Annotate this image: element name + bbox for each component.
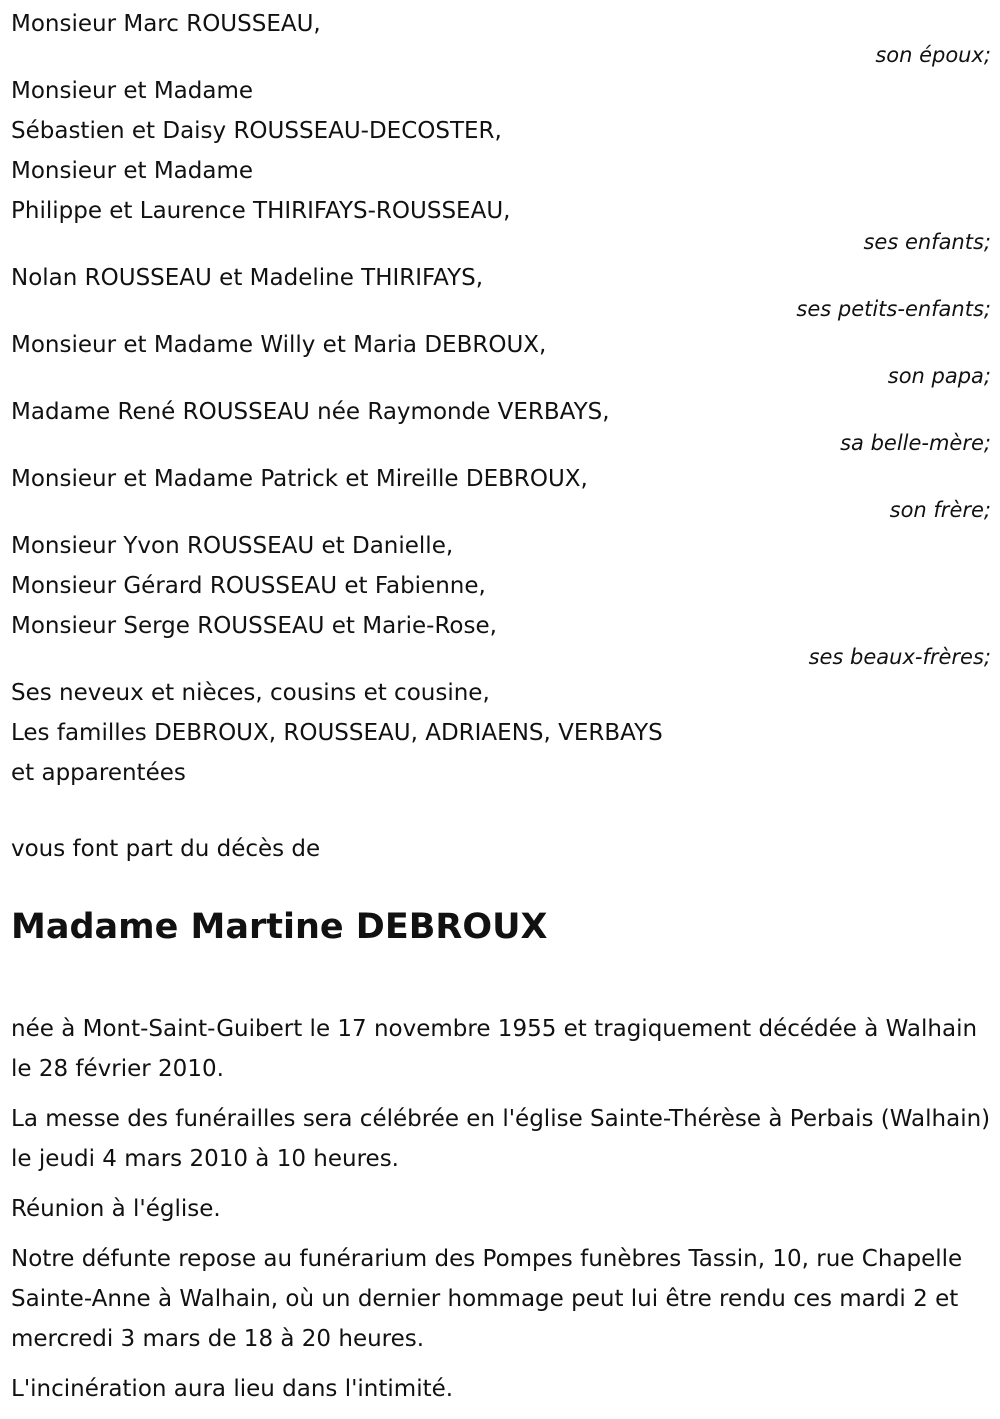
family-group-father [11, 325, 991, 388]
detail-paragraph-funerarium: Notre défunte repose au funérarium des Pompes funèbres Tassin, 10, rue Chapelle Sainte-Anne à Walhain, où un dernier hommage peut lui être rendu ces mardi 2 et mercredi 3 mars de 18 à 20 heures. [11, 1246, 963, 1352]
family-group-extended [11, 673, 991, 793]
deceased-name: Madame Martine DEBROUX [11, 907, 548, 947]
relation-label: ses enfants; [863, 230, 991, 254]
family-name-line: Madame René ROUSSEAU née Raymonde VERBAYS, [11, 399, 610, 425]
family-name-line: Monsieur et Madame Patrick et Mireille DEBROUX, [11, 466, 588, 492]
family-group-brothers-in-law [11, 526, 991, 669]
detail-paragraph-cremation: L'incinération aura lieu dans l'intimité. [11, 1376, 454, 1402]
relation-label: sa belle-mère; [840, 431, 991, 455]
family-name-line: Philippe et Laurence THIRIFAYS-ROUSSEAU, [11, 198, 511, 224]
relation-label: son papa; [887, 364, 991, 388]
family-group-brother [11, 459, 991, 522]
family-name-line: Monsieur et Madame [11, 158, 254, 184]
details-section [11, 1009, 991, 1409]
family-name-line: Ses neveux et nièces, cousins et cousine, [11, 680, 490, 706]
family-name-line: Monsieur Serge ROUSSEAU et Marie-Rose, [11, 613, 497, 639]
detail-paragraph-funeral-mass: La messe des funérailles sera célébrée en l'église Sainte-Thérèse à Perbais (Walhain) le jeudi 4 mars 2010 à 10 heures. [11, 1106, 991, 1172]
family-name-line: Monsieur Gérard ROUSSEAU et Fabienne, [11, 573, 486, 599]
family-group-grandchildren [11, 258, 991, 321]
family-name-line: Nolan ROUSSEAU et Madeline THIRIFAYS, [11, 265, 484, 291]
family-group-mother-in-law [11, 392, 991, 455]
family-name-line: et apparentées [11, 760, 186, 786]
detail-paragraph-birth-death: née à Mont-Saint-Guibert le 17 novembre 1955 et tragiquement décédée à Walhain le 28 février 2010. [11, 1016, 978, 1082]
family-name-line: Monsieur Marc ROUSSEAU, [11, 11, 321, 37]
family-name-line: Monsieur et Madame Willy et Maria DEBROUX, [11, 332, 547, 358]
relation-label: ses beaux-frères; [808, 645, 991, 669]
detail-paragraph-gathering: Réunion à l'église. [11, 1196, 221, 1222]
obituary-content [11, 4, 991, 1419]
family-group-children [11, 71, 991, 254]
family-name-line: Sébastien et Daisy ROUSSEAU-DECOSTER, [11, 118, 502, 144]
family-name-line: Les familles DEBROUX, ROUSSEAU, ADRIAENS, VERBAYS [11, 720, 663, 746]
family-name-line: Monsieur Yvon ROUSSEAU et Danielle, [11, 533, 454, 559]
announcement-text: vous font part du décès de [11, 836, 321, 862]
relation-label: son frère; [889, 498, 991, 522]
family-group-spouse [11, 4, 991, 67]
relation-label: ses petits-enfants; [796, 297, 991, 321]
family-name-line: Monsieur et Madame [11, 78, 254, 104]
relation-label: son époux; [875, 43, 991, 67]
